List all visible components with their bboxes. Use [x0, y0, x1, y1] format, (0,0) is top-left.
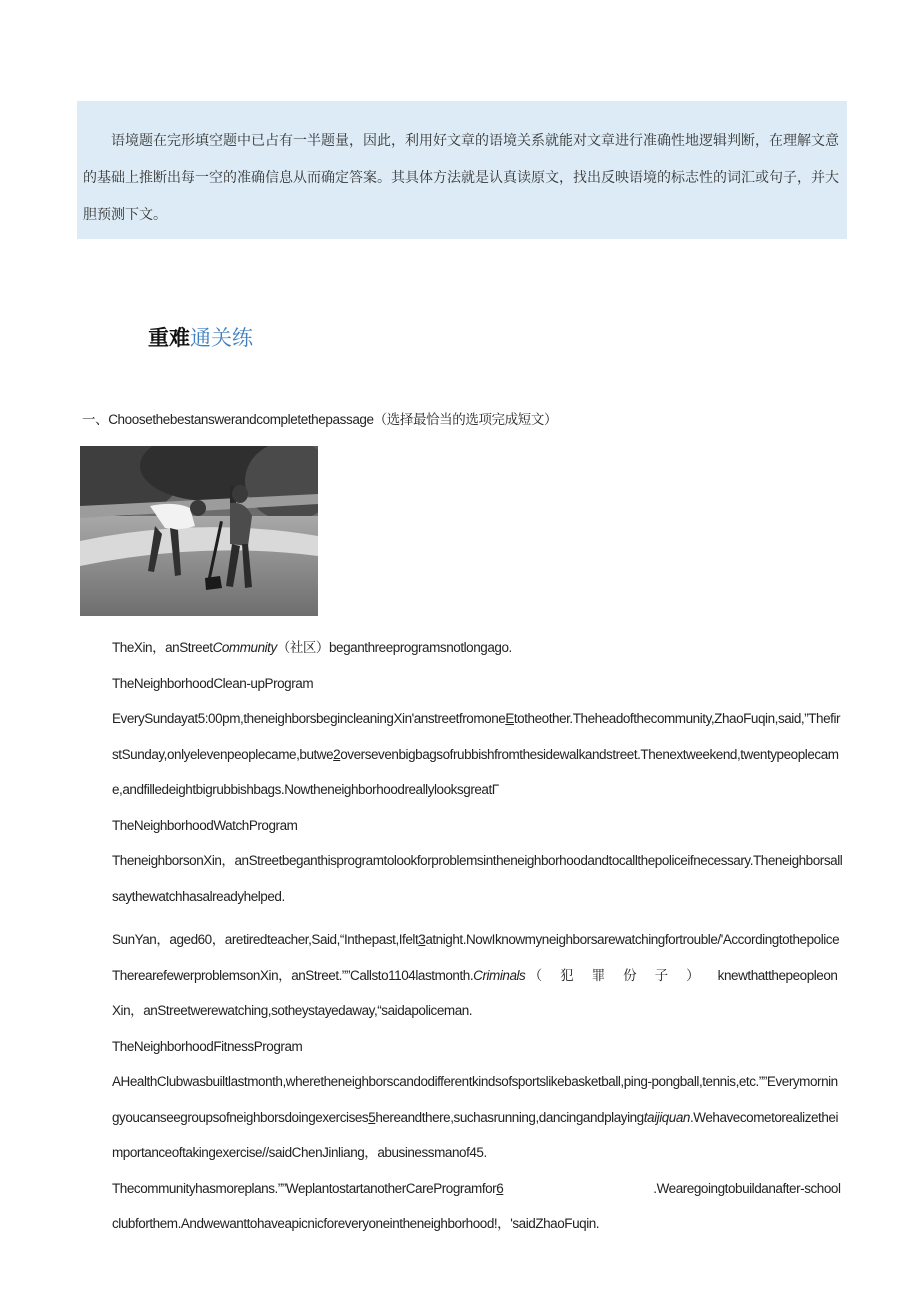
passage-intro	[80, 630, 843, 666]
program-heading-watch: TheNeighborhoodWatchProgram	[112, 817, 298, 833]
cleanup-paragraph	[80, 701, 843, 808]
fitness-text-b: hereandthere,suchasrunning,dancingandplaying	[375, 1109, 644, 1125]
sunyan-text-c: knewthatthepeopleonXin，anStreetwerewatching,sotheystayedaway,“saidapoliceman.	[112, 967, 838, 1018]
section-title-main: 重难	[148, 326, 190, 350]
cleanup-text-b: totheother.Theheadofthecommunity,ZhaoFuqin,said,”ThefirstSunday,onlyelevenpeoplecame,butwe	[112, 711, 841, 762]
criminals-chinese: （犯罪份子）	[528, 967, 718, 983]
intro-text-a: TheXin，anStreet	[112, 640, 213, 655]
fitness-text-a: AHealthClubwasbuiltlastmonth,wheretheneighborscandodifferentkindsofsportslikebasketball,ping-pongball,tennis,etc.””Everymorningyoucanseegroupsofneighborsdoingexercises	[112, 1074, 838, 1125]
photo-image	[80, 446, 318, 616]
blank-5: 5	[368, 1109, 376, 1125]
plans-text-b: .Wearegoingtobuildanafter-schoolclubforthem.Andwewanttohaveapicnicforeveryoneintheneighborhood!，'saidZhaoFuqin.	[112, 1180, 841, 1231]
plans-text-a: Thecommunityhasmoreplans.””WeplantostartanotherCareProgramfor	[112, 1180, 497, 1196]
cleanup-text-c: oversevenbigbagsofrubbishfromthesidewalkandstreet.Thenextweekend,twentypeoplecame,andfilledeightbigrubbishbags.NowtheneighborhoodreallylooksgreatΓ	[112, 746, 839, 797]
program-heading-cleanup: TheNeighborhoodClean-upProgram	[112, 675, 314, 691]
sunyan-paragraph	[80, 922, 843, 1029]
blank-6: 6	[496, 1180, 504, 1196]
sunyan-text-b: atnight.NowIknowmyneighborsarewatchingfortrouble/'AccordingtothepoliceTherearefewerproblemsonXin，anStreet.””Callsto1104lastmonth.	[112, 932, 840, 983]
section-title	[148, 322, 253, 352]
tip-text: 语境题在完形填空题中已占有一半题量，因此，利用好文章的语境关系就能对文章进行准确性地逻辑判断，在理解文意的基础上推断出每一空的准确信息从而确定答案。其具体方法就是认真读原文，找出反映语境的标志性的词汇或句子，并大胆预测下文。	[83, 133, 839, 223]
taijiquan-italic: taijiquan	[643, 1109, 690, 1125]
blank-1: E	[505, 711, 514, 726]
criminals-italic: Criminals	[473, 967, 526, 983]
tip-box	[77, 101, 847, 239]
passage	[80, 630, 843, 1242]
program-heading-fitness: TheNeighborhoodFitnessProgram	[112, 1038, 303, 1054]
plans-paragraph	[80, 1171, 843, 1242]
section-title-accent: 通关练	[190, 326, 253, 350]
cleanup-text-a: EverySundayat5:00pm,theneighborsbegincleaningXin'anstreetfromone	[112, 711, 506, 726]
fitness-text-c: .Wehavecometorealizetheimportanceoftakingexercise//saidChenJinliang，abusinessmanof45.	[112, 1109, 839, 1160]
passage-photo	[80, 446, 318, 616]
question-heading: 一、Choosethebestanswerandcompletethepassage（选择最恰当的选项完成短文）	[82, 412, 558, 427]
sunyan-text-a: SunYan，aged60，aretiredteacher,Said,“Inthepast,Ifelt	[112, 932, 419, 947]
blank-3: 3	[418, 932, 426, 947]
watch-paragraph: TheneighborsonXin，anStreetbeganthisprogramtolookforproblemsintheneighborhoodandtocallthepoliceifnecessary.Theneighborsallsaythewatchhasalreadyhelped.	[112, 853, 843, 904]
fitness-paragraph	[80, 1064, 843, 1171]
intro-text-b: （社区）beganthreeprogramsnotlongago.	[276, 640, 512, 655]
intro-italic: Community	[212, 640, 277, 655]
blank-2: 2	[333, 746, 341, 762]
